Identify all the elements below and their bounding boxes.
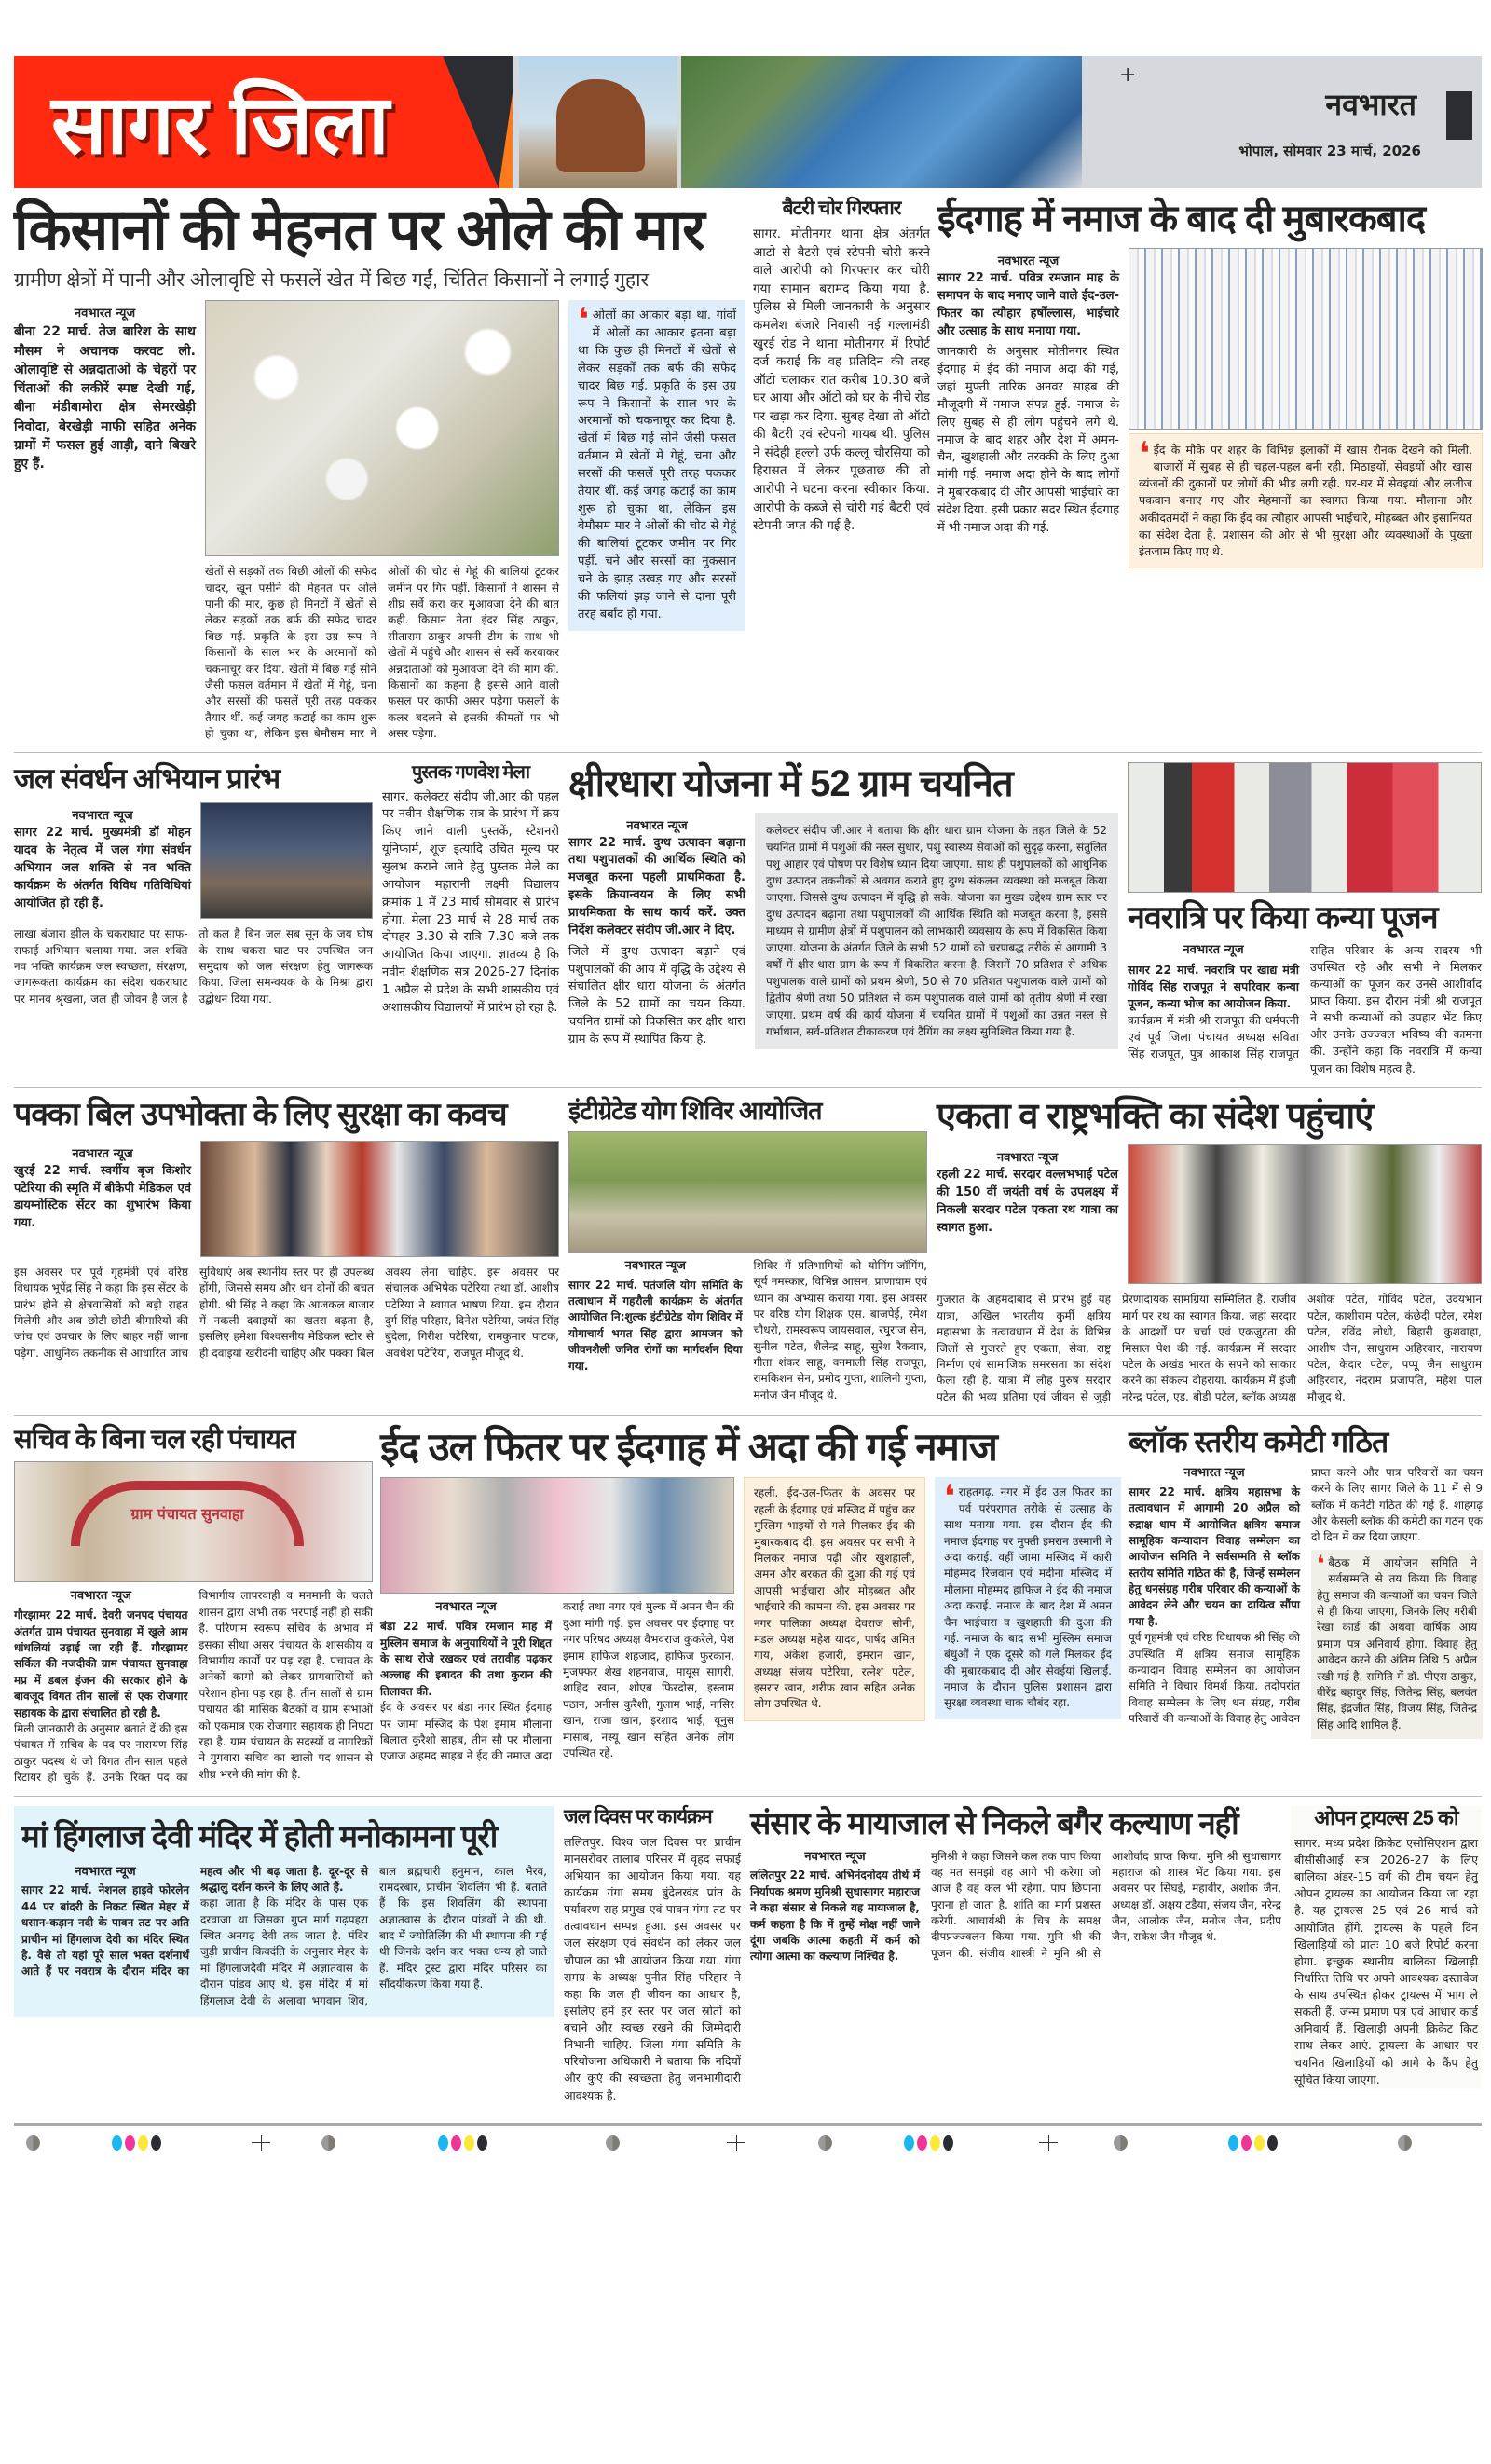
byline: नवभारत न्यूज [72,809,133,824]
footer-rule [14,2123,1482,2179]
lead-intro: सागर 22 मार्च. मुख्यमंत्री डॉ मोहन यादव के नेतृत्व में जल गंगा संवर्धन अभियान जल शक्ति से नव भक्ति कार्यक्रम के अंतर्गत विविध गतिविधियां आयोजित हो रही हैं. [14,826,191,910]
article-book-fair [382,762,559,1018]
kanya-pujan-photo [1128,762,1482,893]
lead-intro: सागर 22 मार्च. नेशनल हाइवे फोरलेन 44 पर बांदरी के निकट स्थित मेहर में धसान-कड़ान नदी के पावन तट पर अति प्राचीन मां हिंगलाज देवी का मंदिर स्थित है. वैसे तो यहां पूरे साल भक्त दर्शनार्थ आते हैं पर नवरात्र के दौरान मंदिर का महत्व और भी बढ़ जाता है. दूर-दूर से श्रद्धालु दर्शन करने के लिए आते हैं. [21,1864,368,1978]
lead-intro: सागर 22 मार्च. क्षत्रिय महासभा के तत्वावधान में आगामी 20 अप्रैल को रुद्राक्ष धाम में आयोजित क्षत्रिय समाज सामूहिक कन्यादान विवाह सम्मेलन का आयोजन समिति ने सर्वसम्मति से ब्लॉक स्तरीय समिति गठित की है, जिन्हें सम्मेलन हेतु धनसंग्रह गरीब परिवार की कन्याओं के आवेदन लेने और चयन का दायित्व सौंपा गया है. [1129,1485,1300,1628]
lead-intro: सागर 22 मार्च. नवरात्रि पर खाद्य मंत्री गोविंद सिंह राजपूत ने सपरिवार कन्या पूजन, कन्या भोज का आयोजन किया. [1128,962,1299,1010]
headline: मां हिंगलाज देवी मंदिर में होती मनोकामना पूरी [21,1818,498,1854]
cmyk-color-mark-icon [930,2135,940,2151]
article-body: ईद के अवसर पर बंडा नगर स्थित ईदगाह पर जामा मस्जिद के पेश इमाम मौलाना बिलाल कुरैशी साहब, तीन सौ पर मौलाना एजाज अहमद साहब ने ईद की नमाज अदा कराई तथा नगर एवं मुल्क में अमन चैन की दुआ मांगी गई. इस अवसर पर ईदगाह पर नगर परिषद अध्यक्ष वैभवराज कुकरेले, पेश इमाम हाफिज शहजाद, हाफिज फुरकान, मुजफ्फर शेख शहनवाज, मायूस सागरी, शाहिद खान, शोएब फिरदोस, इस्लाम पठान, अनीस कुरैशी, गुलाम भाई, नासिर खान, राजा खान, इरशाद भाई, यूनुस मासाब, नस्यू खान सहित अनेक लोग उपस्थित रहे. [380,1600,734,1763]
byline: नवभारत न्यूज [70,1589,131,1604]
byline: नवभारत न्यूज [996,1151,1059,1166]
article-column [14,802,191,912]
headline: पक्का बिल उपभोक्ता के लिए सुरक्षा का कवच [14,1096,507,1132]
headline: क्षीरधारा योजना में 52 ग्राम चयनित [568,762,1013,804]
human-chain-photo [200,802,373,919]
article-body: कहा जाता है कि मंदिर के पास एक दरवाजा था जिसका गुप्त मार्ग गढ़पहरा स्थित अनगढ़ देवी तक जाता है. मंदिर जुड़ी प्राचीन किवदंति के अनुसार मेहर के मां हिंगलाजदेवी मंदिर में अज्ञातवास के दौरान पांडव आए थे. इस मंदिर में मां हिंगलाज देवी के अलावा भगवान शिव, बाल ब्रह्मचारी हनुमान, काल भैरव, रामदरबार, प्राचीन शिवलिंग भी हैं. बताते हैं कि इस शिवलिंग की स्थापना अज्ञातवास के दौरान पांडवों ने की थी. बाद में ज्योतिर्लिंग की भी स्थापना की गई थी जिनके दर्शन कर भक्त धन्य हो जाते हैं. मंदिर ट्रस्ट द्वारा मंदिर परिसर का सौंदर्यीकरण किया गया है. [200,1864,547,2007]
lead-intro: ललितपुर 22 मार्च. अभिनंदनोदय तीर्थ में निर्यापक श्रमण मुनिश्री सुधासागर महाराज ने कहा संसार से निकले यह मायाजाल है, कर्म कहता है कि में तुम्हें मोक्ष नहीं जाने दूंगा जबकि आत्मा कहती में कर्म को त्योगा आत्मा का कल्याण निश्चित है. [750,1869,920,1964]
cmyk-color-mark-icon [451,2135,461,2151]
article-text [1128,942,1482,1077]
byline: नवभारत न्यूज [1183,942,1244,957]
article-yoga-camp [568,1097,927,1404]
headline: सचिव के बिना चल रही पंचायत [14,1425,295,1456]
lead-column [14,300,196,473]
quote-mark-icon: ❛ [578,301,589,339]
cmyk-color-mark-icon [904,2135,914,2151]
article-unity-yatra [937,1097,1482,1405]
cmyk-color-mark-icon [151,2135,161,2151]
cmyk-color-mark-icon [1267,2135,1278,2151]
cmyk-color-mark-icon [1241,2135,1252,2151]
article-body: मुनिश्री ने कहा जिसने कल तक पाप किया वह मत समझो वह आगे भी करेगा जो आज है वह कल भी रहेगा. पाप छिपाना पुराना हो जाता है. शांति का मार्ग प्रशस्त करेगी. आचार्यश्री के चित्र के समक्ष दीपप्रज्ज्वलन किया गया. मुनि श्री की पूजन की. संजीव शास्त्री ने मुनि श्री से आशीर्वाद प्राप्त किया. मुनि श्री सुधासागर महाराज को शास्त्र भेंट किया गया. इस अवसर पर सिंघई, महावीर, अशोक जैन, अध्यक्ष डॉ. अक्षय टडैया, संजय जैन, नरेन्द्र जैन, आलोक जैन, मनोज जैन, प्रदीप जैन, राकेश जैन मौजूद थे. [931,1849,1281,1960]
masthead [14,56,1482,188]
headline: ओपन ट्रायल्स 25 को [1314,1805,1458,1829]
quote-mark-icon: ❛ [1139,435,1150,472]
pull-quote-text: ओलों का आकार बड़ा था. गांवों में ओलों का आकार इतना बड़ा था कि कुछ ही मिनटों में खेतों से लेकर सड़कों तक बर्फ की सफेद चादर बिछ गई. प्रकृति के इस उग्र रूप ने किसानों के साल भर के अरमानों को चकनाचूर कर दिया है. खेतों में बिछ गई सोने जैसी फसल वर्तमान में खेतों में गेहूं, चना और सरसों की फसलें पूरी तरह पककर तैयार थीं. कई जगह कटाई का काम शुरू हो चुका था, लेकिन इस बेमौसम मार ने ओलों की चोट से गेहूं की बालियां टूटकर जमीन पर गिर पड़ीं. चने और सरसों का नुकसान चने के झाड़ उखड़ गए और सरसों की फलियां झड़ जाने से दाना पूरी तरह बर्बाद हो गया. [578,308,736,622]
article-body: मिली जानकारी के अनुसार बताते दें की इस पंचायत में सचिव के पद पर नारायण सिंह ठाकुर पदस्थ थे जो विगत तीन साल पहले रिटायर हो चुके हैं. उनके रिक्त पद का विभागीय लापरवाही व मनमानी के चलते शासन द्वारा अभी तक भरपाई नहीं हो सकी है. परिणाम स्वरूप सचिव के अभाव में इसका सीधा असर पंचायत के शासकीय व विभागीय कार्यों पर पड़ रहा है. पंचायत के अनेकों कामो को लेकर ग्रामवासियों को परेशान होना पड़ रहा है. तीन सालों से ग्राम पंचायत की मासिक बैठकों व ग्राम सभाओं को एकमात्र एक रोजगार सहायक ही निपटा रहा है. ग्राम पंचायत के सदस्यों व नागरिकों ने गुगवारा सचिव का खाली पद शासन से शीघ्र भरने की मांग की है. [14,1589,373,1785]
headline: इंटीग्रेटेड योग शिविर आयोजित [568,1096,822,1125]
yoga-camp-photo [568,1131,927,1253]
byline: नवभारत न्यूज [626,818,688,833]
article-text [14,1588,373,1786]
rehli-eid-box: रहली. ईद-उल-फितर के अवसर पर रहली के ईदगाह एवं मस्जिद में पहुंच कर मुस्लिम भाइयों से गले मिलकर ईद की मुबारकबाद दी. इस अवसर पर सभी ने मिलकर नमाज पढ़ी और खुशहाली, अमन और बरकत की दुआ की गई एवं आपसी भाईचारा और मोहब्बत और भाईचारे की कामना की. इस अवसर पर नगर पालिका अध्यक्ष देवराज सोनी, मंडल अध्यक्ष महेश यादव, पार्षद अमित गाय, अंकेश हजारी, इमरान खान, अध्यक्ष संजय पटेरिया, रत्नेश पटेल, इसरार खान, शरीफ खान सहित अनेक लोग उपस्थित थे. [744,1477,925,1720]
article-body: पूर्व गृहमंत्री एवं वरिष्ठ विधायक श्री सिंह की उपस्थिति में क्षत्रिय समाज सामूहिक कन्यादान विवाह सम्मेलन का आयोजन समिति ने विचार विमर्श किया. तदोपरांत विवाह सम्मेलन के लिए धन संग्रह, गरीब परिवारों की कन्याओं के विवाह हेतु आवेदन प्राप्त करने और पात्र परिवारों का चयन करने के लिए सागर जिले के 11 में से 9 ब्लॉक में कमेटी गठित की गई हैं. शाहगढ़ और केसली ब्लॉक की कमेटी का गठन एक दो दिन में कर दिया जाएगा. [1129,1465,1483,1726]
byline: नवभारत न्यूज [804,1849,866,1864]
hailstones-photo [205,300,559,556]
article-body: ललितपुर. विश्व जल दिवस पर प्राचीन मानसरोवर तालाब परिसर में वृहद सफाई अभियान का आयोजन किया गया. यह कार्यक्रम गंगा समग्र बुंदेलखंड प्रांत के पर्यावरण सह प्रमुख एवं पावन गंगा तट पर तत्वावधान सम्पन्न हुआ. इस अवसर पर जल संरक्षण एवं संवर्धन को लेकर जल चौपाल का भी आयोजन किया गया. गंगा समग्र के अध्यक्ष पुनीत सिंह परिहार ने कहा कि जल ही जीवन का आधार है, इसलिए हमें हर स्तर पर जल स्रोतों को बचाने और स्वच्छ रखने की जिम्मेदारी निभानी चाहिए. जिला गंगा समिति के परियोजना अधिकारी ने बताया कि नदियों और कुएं की स्वच्छता हेतु जनभागीदारी आवश्यक है. [564,1834,741,2102]
byline: नवभारत न्यूज [1183,1465,1245,1480]
eidgah-right [1129,248,1483,568]
article-body: कार्यक्रम में मंत्री श्री राजपूत की धर्मपत्नी एवं पूर्व जिला पंचायत अध्यक्ष सविता सिंह राजपूत, पुत्र आकाश सिंह राजपूत सहित परिवार के अन्य सदस्य भी उपस्थित रहे और सभी ने मिलकर कन्याओं का पूजन कर उनसे आशीर्वाद प्राप्त किया. इस दौरान मंत्री श्री राजपूत ने सभी कन्याओं को उपहार भेंट किए और उनके उज्ज्वल भविष्य की कामना की. उन्होंने कहा कि नवरात्रि में कन्या पूजन का विशेष महत्व है. [1128,942,1482,1075]
pull-quote-text: ईद के मौके पर शहर के विभिन्न इलाकों में खास रौनक देखने को मिली. बाजारों में सुबह से ही चहल-पहल बनी रही. मिठाइयों, सेवइयों और खास व्यंजनों की दुकानों पर लोगों की भीड़ लगी रही. घर-घर में सेवइयां और लजीज पकवान बनाए गए और मेहमानों का स्वागत किया गया. मौलाना और अकीदतमंदों ने कहा कि ईद का त्यौहार आपसी भाईचारे, मोहब्बत और इंसानियत का संदेश देता है. प्रशासन की ओर से भी सुरक्षा और व्यवस्थाओं के पुख्ता इंतजाम किए गए थे. [1139,443,1472,558]
article-body: इस अवसर पर पूर्व गृहमंत्री एवं वरिष्ठ विधायक भूपेंद्र सिंह ने कहा कि इस सेंटर के प्रारंभ होने से क्षेत्रवासियों को बड़ी राहत मिलेगी और अब छोटी-छोटी बीमारियों की जांच एवं उपचार के लिए बाहर नहीं जाना पड़ेगा. आधुनिक तकनीक से आधारित जांच सुविधाएं अब स्थानीय स्तर पर ही उपलब्ध होंगी, जिससे समय और धन दोनों की बचत होगी. श्री सिंह ने कहा कि आजकल बाजार में नकली दवाइयों का खतरा बढ़ता है, इसलिए हमेशा विश्वसनीय मेडिकल स्टोर से ही दवाइयां खरीदनी चाहिए और पक्का बिल अवश्य लेना चाहिए. इस अवसर पर संचालक अभिषेक पटेरिया तथा डॉ. आशीष पटेरिया ने स्वागत भाषण दिया. इस दौरान दुर्ग सिंह परिहार, दिनेश पटेरिया, जयंत सिंह बुंदेला, गिरीश पटेरिया, रामकुमार पाटक, अवधेश पटेरिया, राजपूत मौजूद थे. [14,1265,559,1360]
byline: नवभारत न्यूज [74,307,136,322]
article-body: गुजरात के अहमदाबाद से प्रारंभ हुई यह यात्रा, अखिल भारतीय कुर्मी क्षत्रिय महासभा के तत्वावधान में देश के विभिन्न जिलों से गुजरते हुए एकता, सेवा, राष्ट्र निर्माण एवं सामाजिक समरसता का संदेश फैला रही है. यात्रा में लौह पुरुष सरदार पटेल की भव्य प्रतिमा एवं जीवन से जुड़ी प्रेरणादायक सामग्रियां सम्मिलित हैं. राजीव मार्ग पर रथ का स्वागत किया. जहां सरदार के आदर्शों पर चर्चा एवं एकजुटता की मिसाल पेश की गई. कार्यक्रम में सरदार पटेल के अखंड भारत के सपने को साकार करने का संकल्प दोहराया. कार्यक्रम में इंजी नरेन्द्र पटेल, एड. बीडी पटेल, ब्लॉक अध्यक्ष अशोक पटेल, गोविंद पटेल, उदयभान पटेल, काशीराम पटेल, कंछेदी पटेल, रमेश पटेल, रविंद्र लोधी, बिहारी कुशवाहा, आशीष जैन, साधुराम अहिरवार, नारायण पटेल, केदार पटेल, पप्पू जैन साधुराम अहिरवार, नंदराम प्रजापति, महेश पाल मौजूद थे. [937,1293,1482,1403]
article-body: जिले में दुग्ध उत्पादन बढ़ाने एवं पशुपालकों की आय में वृद्धि के उद्देश्य से संचालित क्षीर धारा योजना के अंतर्गत जिले के 52 ग्रामों का चयन किया. चयनित ग्रामों को विकसित कर क्षीर धारा ग्राम के रूप में स्थापित किया है. [568,944,746,1047]
article-battery-thief [753,198,930,536]
article-text [568,1258,927,1404]
cmyk-color-mark-icon [943,2135,953,2151]
lead-middle [205,300,559,742]
subheadline: ग्रामीण क्षेत्रों में पानी और ओलावृष्टि से फसलें खेत में बिछ गईं, चिंतित किसानों ने लगाई गुहार [14,269,650,291]
article-muni-discourse [750,1806,1281,1965]
article-body: सागर. मोतीनगर थाना क्षेत्र अंतर्गत आटो से बैटरी एवं स्टेपनी चोरी करने वाले आरोपी को गिरफ्तार कर चोरी गया सामान बरामद किया गया है. पुलिस से मिली जानकारी के अनुसार कमलेश बंजारे निवासी नई गल्लामंडी खुरई रोड ने थाना मोतीनगर में रिपोर्ट दर्ज कराई कि वह प्रतिदिन की तरह ऑटो चलाकर रात करीब 10.30 बजे घर आया और ऑटो को घर के नीचे रोड पर खड़ा कर दिया. सुबह देखा तो ऑटो की बैटरी एवं स्टेपनी गायब थी. पुलिस ने संदेही हल्लो उर्फ कल्लू चौरसिया को हिरासत में लेकर पूछताछ की तो आरोपी ने घटना करना स्वीकार किया. आरोपी के कब्जे से चोरी गई बैटरी एवं स्टेपनी जप्त की गई है. [753,226,930,534]
row-4 [14,1416,1482,1796]
article-column [937,248,1119,538]
cmyk-color-mark-icon [125,2135,135,2151]
article-body: सागर. कलेक्टर संदीप जी.आर की पहल पर नवीन शैक्षणिक सत्र के प्रारंभ में क्रय किए जाने वाली पुस्तकें, स्टेशनरी यूनिफार्म, शूज इत्यादि उचित मूल्य पर सुलभ कराने जाने हेतु पुस्तक मेले का आयोजन महारानी लक्ष्मी विद्यालय क्रमांक 1 में 23 मार्च सोमवार से प्रारंभ होगा. मेला 23 मार्च से 28 मार्च तक दोपहर 3.30 से रात्रि 7.30 बजे तक आयोजित किया जाएगा. ज्ञातव्य है कि नवीन शैक्षणिक सत्र 2026-27 दिनांक 1 अप्रैल से प्रदेश के सभी शासकीय एवं अशासकीय विद्यालयों में प्रारंभ हो रहा है. [382,789,559,1015]
byline: नवभारत न्यूज [997,254,1060,268]
byline: नवभारत न्यूज [435,1600,497,1615]
registration-cross-icon [252,2135,270,2151]
article-water-day [564,1806,741,2104]
lead-intro: खुरई 22 मार्च. स्वर्गीय बृज किशोर पटेरिया की स्मृति में बीकेपी मेडिकल एवं डायग्नोस्टिक सेंटर का शुभारंभ किया गया. [14,1163,191,1231]
headline: नवरात्रि पर किया कन्या पूजन [1128,899,1438,936]
article-column [568,813,746,1049]
registration-cross-icon [1039,2135,1058,2151]
row-3 [14,1088,1482,1416]
grey-balance-mark-icon [1114,2135,1128,2151]
article-text [1129,1465,1483,1739]
rath-yatra-photo [1128,1144,1482,1284]
article-column [14,1141,191,1233]
quote-mark-icon: ❛ [1317,1550,1325,1577]
lake-aerial-photo [681,56,1082,188]
headline: जल दिवस पर कार्यक्रम [564,1805,712,1827]
lead-intro: बीना 22 मार्च. तेज बारिश के साथ मौसम ने अचानक करवट ली. ओलावृष्टि से अन्नदाताओं के चेहरों पर चिंताओं की लकीरें स्पष्ट देखी गई, बीना मंडीबामोरा क्षेत्र सेमरखेड़ी निवोदा, बेरखेड़ी माफी सहित अनेक ग्रामों में फसल हुई आड़ी, दाने बिखरे हुए हैं. [14,324,196,472]
article-medical-centre [14,1097,559,1362]
cmyk-color-mark-icon [1254,2135,1265,2151]
info-box: कलेक्टर संदीप जी.आर ने बताया कि क्षीर धारा ग्राम योजना के तहत जिले के 52 चयनित ग्रामों में पशुओं की नस्ल सुधार, पशु स्वास्थ्य सेवाओं को सुदृढ़ करना, संतुलित पशु आहार एवं पोषण पर विशेष ध्यान दिया जाएगा. साथ ही पशुपालकों को आधुनिक दुग्ध उत्पादन तकनीकों से अवगत कराते हुए दुग्ध संकलन व्यवस्था को मजबूत किया जाएगा. जिससे दुग्ध उत्पादन में वृद्धि हो सके. योजना का मुख्य उद्देश्य ग्राम स्तर पर दुग्ध उत्पादन बढ़ाना तथा पशुपालकों की आर्थिक स्थिति को मजबूत करना है, इससे माध्यम से ग्रामीण क्षेत्रों में पशुपालन को लाभकारी व्यवसाय के रूप में विकसित किया जाएगा. योजना के अंतर्गत जिले के सभी 52 ग्रामों को चरणबद्ध तरीके से आगामी 3 वर्षों में क्षीर धारा ग्राम के रूप में विकसित करना है, जिसमें 70 प्रतिशत से अधिक पशुपालक वाले ग्रामों को प्रथम श्रेणी, 50 से 70 प्रतिशत पशुपालक वाले ग्रामों को द्वितीय श्रेणी तथा 50 प्रतिशत से कम पशुपालक वाले ग्रामों को तृतीय श्रेणी में रखा जाएगा. प्रथम वर्ष की कार्य योजना में चयनित ग्रामों में पशुओं का उन्नत नस्ल से गर्भाधान, सर्व-प्रतिशत टीकाकरण एवं टैगिंग का लक्ष्य सुनिश्चित किया गया है. [755,813,1118,1049]
lead-intro: सागर 22 मार्च. दुग्ध उत्पादन बढ़ाना तथा पशुपालकों की आर्थिक स्थिति को मजबूत करना पहली प्राथमिकता है. इसके क्रियान्वयन के लिए सभी प्राथमिकता के साथ कार्य करें. उक्त निर्देश कलेक्टर संदीप जी.आर ने दिए. [568,835,746,938]
eid-left [380,1477,734,1764]
eid-prayer-crowd-photo [1129,248,1483,430]
headline: बैटरी चोर गिरफ्तार [782,198,901,219]
elephant-statue-photo [519,56,677,188]
lead-body: खेतों से सड़कों तक बिछी ओलों की सफेद चादर, खून पसीने की मेहनत पर ओले पानी की मार, कुछ ही मिनटों में खेतों से लेकर सड़कों तक बर्फ की सफेद चादर बिछ गई. प्रकृति के इस उग्र रूप ने किसानों के साल भर के अरमानों को चकनाचूर कर दिया. खेतों में बिछ गई सोने जैसी फसल वर्तमान में खेतों में गेहूं, चना और सरसों की फसलें पूरी तरह पककर तैयार थीं. कई जगह कटाई का काम शुरू हो चुका था, लेकिन इस बेमौसम मार ने ओलों की चोट से गेहूं की बालियां टूटकर जमीन पर गिर पड़ीं. किसानों ने शासन से शीघ्र सर्वे करा कर मुआवजा देने की बात कही. किसान नेता इंदर सिंह ठाकुर, सीताराम ठाकुर अपनी टीम के साथ भी खेतों में पहुंचे और शासन से सर्वे करवाकर अन्नदाताओं को मुआवजा देने की मांग की. किसानों का कहना है इससे आने वाली फसल पर काफी असर पड़ेगा फसलों के कलर बदलने से इसकी कीमतों पर भी असर पड़ेगा. [205,565,559,741]
note-box [1311,1550,1483,1739]
headline: ईदगाह में नमाज के बाद दी मुबारकबाद [937,198,1426,240]
section-title: सागर जिला [51,78,390,171]
newspaper-brand: नवभारत [1325,88,1416,121]
article-block-committee [1129,1425,1483,1739]
pull-quote-box [568,300,746,631]
byline: नवभारत न्यूज [72,1146,133,1161]
lead-intro: सागर 22 मार्च. पवित्र रमजान माह के समापन के बाद मनाए जाने वाले ईद-उल-फितर का त्यौहार हर्षोल्लास, भाईचारे और उत्साह के साथ मनाया गया. [937,271,1119,338]
article-text [21,1864,547,2010]
elephant-statue [556,79,645,172]
inauguration-photo [200,1141,559,1257]
article-kshirdhara-scheme [568,762,1118,1049]
headline: ब्लॉक स्तरीय कमेटी गठित [1129,1425,1388,1459]
grey-balance-mark-icon [1398,2135,1412,2151]
article-text [380,1599,734,1764]
article-cricket-trials [1291,1806,1482,2088]
edition-dateline: भोपाल, सोमवार 23 मार्च, 2026 [1238,143,1421,159]
headline: ईद उल फितर पर ईदगाह में अदा की गई नमाज [380,1425,997,1470]
article-eid-namaz [380,1425,1121,1765]
headline: पुस्तक गणवेश मेला [411,761,530,783]
registration-cross-icon [727,2135,746,2151]
lead-intro: सागर 22 मार्च. पतंजलि योग समिति के तत्वाधान में गहरौली कार्यक्रम के अंतर्गत आयोजित नि:शुल्क इंटीग्रेटेड योग शिविर में योगाचार्य भगत सिंह द्वारा आमजन को जीवनशैली जनित रोगों का मार्गदर्शन दिया गया. [568,1278,743,1373]
grey-balance-mark-icon [321,2135,335,2151]
eid-children-photo [380,1477,734,1594]
grey-balance-mark-icon [26,2135,40,2151]
article-body: जानकारी के अनुसार मोतीनगर स्थित ईदगाह में ईद की नमाज अदा की गई, जहां मुफ्ती तारिक अनवर साहब की मौजूदगी में नमाज संपन्न हुई. नमाज के लिए सुबह से ही लोग पहुंचने लगे थे. नमाज के बाद शहर और देश में अमन-चैन, खुशहाली और तरक्की के लिए दुआ मांगी गई. नमाज अदा होने के बाद लोगों ने मुबारकबाद दी और आपसी भाईचारे का संदेश दिया. इसी प्रकार सदर स्थित ईदगाह में भी नमाज अदा की गई. [937,345,1120,535]
grey-balance-mark-icon [818,2135,832,2151]
cmyk-color-mark-icon [1228,2135,1238,2151]
row-1 [14,188,1482,753]
article-body: सागर. मध्य प्रदेश क्रिकेट एसोसिएशन द्वारा बीसीसीआई सत्र 2026-27 के लिए बालिका अंडर-15 वर्ग की टीम चयन हेतु ओपन ट्रायल्स का आयोजन किया जा रहा है. यह ट्रायल्स 25 एवं 26 मार्च को आयोजित होंगे. ट्रायल्स के पहले दिन खिलाड़ियों को प्रातः 10 बजे रिपोर्ट करना होगा. इच्छुक स्थानीय बालिका खिलाड़ी निर्धारित तिथि पर अपने आवश्यक दस्तावेज के साथ उपस्थित होकर ट्रायल्स में भाग ले सकती हैं. जन्म प्रमाण पत्र एवं आधार कार्ड अनिवार्य हैं. खिलाड़ी अपनी क्रिकेट किट साथ लेकर आएं. ट्रायल्स के आधार पर चयनित खिलाड़ियों को आगे के कैंप हेतु सूचित किया जाएगा. [1294,1835,1478,2087]
grey-balance-mark-icon [606,2135,620,2151]
cmyk-color-mark-icon [917,2135,927,2151]
quote-mark-icon: ❛ [944,1478,955,1516]
row-2 [14,753,1482,1088]
box-text: राहतगढ़. नगर में ईद उल फितर का पर्व परंपरागत तरीके से उत्साह के साथ मनाया गया. इस दौरान ईद की नमाज ईदगाह पर मुफ्ती इमरान उस्मानी ने अदा कराई. वहीं जामा मस्जिद में कारी मोहम्मद रिजवान एवं मदीना मस्जिद में मौलाना मोहम्मद हाफिज ने ईद की नमाज अदा कराई. नमाज के बाद देश में अमन चैन भाईचारा व खुशहाली की दुआ की गई. नमाज के बाद सभी मुस्लिम समाज बंधुओं ने एक दूसरे को गले मिलकर ईद की मुबारकबाद दी और सेवईयां खिलाईं. नमाज के दौरान पुलिस प्रशासन द्वारा सुरक्षा व्यवस्था चाक चौबंद रहा. [944,1485,1112,1710]
headline: जल संवर्धन अभियान प्रारंभ [14,761,280,795]
byline: नवभारत न्यूज [624,1258,686,1273]
lead-intro: रहली 22 मार्च. सरदार वल्लभभाई पटेल की 150 वीं जयंती वर्ष के उपलक्ष्य में निकली सरदार पटेल एकता रथ यात्रा का स्वागत हुआ. [937,1168,1118,1235]
rahatgarh-eid-box [935,1477,1121,1718]
article-water-conservation [14,762,373,1008]
lead-intro: बंडा 22 मार्च. पवित्र रमजान माह में मुस्लिम समाज के अनुयायियों ने पूरी शिद्दत के साथ रोजे रखकर एवं तरावीह पढ़कर अल्लाह की इबादत की तथा कुरान की तिलावत की. [380,1620,552,1698]
cmyk-color-mark-icon [112,2135,122,2151]
cmyk-color-mark-icon [438,2135,448,2151]
cmyk-color-mark-icon [464,2135,474,2151]
article-column [937,1144,1118,1237]
headline: किसानों की मेहनत पर ओले की मार [14,198,704,261]
row-5 [14,1797,1482,2114]
article-eidgah-greetings [937,198,1483,568]
panchayat-gate-photo [14,1461,373,1582]
registration-cross-icon: + [1119,63,1137,87]
article-panchayat-secretary [14,1425,373,1786]
note-text: बैठक में आयोजन समिति ने सर्वसम्मति से तय किया कि विवाह हेतु समाज की कन्याओं का चयन जिले से ही किया जाएगा, जिनके लिए गरीबी रेखा कार्ड की अथवा वार्षिक आय प्रमाण पत्र अनिवार्य होगा. विवाह हेतु आवेदन करने की अंतिम तिथि 5 अप्रैल रखी गई है. समिति में डॉ. पीएस ठाकुर, वीरेंद्र बहादुर सिंह, जितेन्द्र सिंह, बलवंत सिंह, इंद्रजीत सिंह, विजय सिंह, जितेन्द्र सिंह आदि शामिल हैं. [1317,1555,1477,1732]
headline: संसार के मायाजाल से निकले बगैर कल्याण नहीं [750,1805,1238,1841]
cmyk-color-mark-icon [138,2135,148,2151]
article-body: शिविर में प्रतिभागियों को योगिंग-जॉगिंग, सूर्य नमस्कार, विभिन्न आसन, प्राणायाम एवं ध्यान का अभ्यास कराया गया. इस अवसर पर वरिष्ठ योग शिक्षक एस. बाजपेई, रमेश चौधरी, रामस्वरूप जायसवाल, रघुराज सेन, सुनील पटेल, शैलेन्द्र साहू, सुरेश रैकवार, गीता शंकर साहू, वनमाली सिंह राजपूत, रामकिशन सेन, प्रमोद गुप्ता, शालिनी गुप्ता, मनोज जैन मौजूद थे. [753,1258,927,1402]
article-hinglaj-temple [14,1806,554,2017]
headline: एकता व राष्ट्रभक्ति का संदेश पहुंचाएं [937,1096,1374,1136]
article-hailstorm [14,198,746,743]
byline: नवभारत न्यूज [75,1864,136,1879]
article-text [750,1849,1281,1965]
brand-block [1446,91,1472,140]
pull-quote-box [1129,433,1483,568]
article-body: लाखा बंजारा झील के चकराघाट पर साफ-सफाई अभियान चलाया गया. जल शक्ति नव भक्ति कार्यक्रम जल स्वच्छता, संरक्षण, जागरूकता कार्यक्रम का संदेश चकराघाट पर मानव श्रृंखला, जल ही जीवन है जल है तो कल है बिन जल सब सून के जय घोष के साथ चकरा घाट पर उपस्थित जन समुदाय को जल संरक्षण हेतु जागरूक किया. जिला समन्वयक के के मिश्रा द्वारा उद्बोधन दिया गया. [14,927,373,1006]
panchayat-sign: ग्राम पंचायत सुनवाहा [71,1481,304,1546]
article-kanya-pujan [1128,762,1482,1077]
lead-intro: गौरझामर 22 मार्च. देवरी जनपद पंचायत अंतर्गत ग्राम पंचायत सुनवाहा में खुले आम धांधलियां उड़ाई जा रही हैं. गौरझामर सर्किल की नजदीकी ग्राम पंचायत सुनवाहा मप्र में डबल इंजन की सरकार होने के बावजूद विगत तीन सालों से एक रोजगार सहायक के द्वारा संचालित हो रही है. [14,1608,188,1719]
cmyk-color-mark-icon [477,2135,487,2151]
